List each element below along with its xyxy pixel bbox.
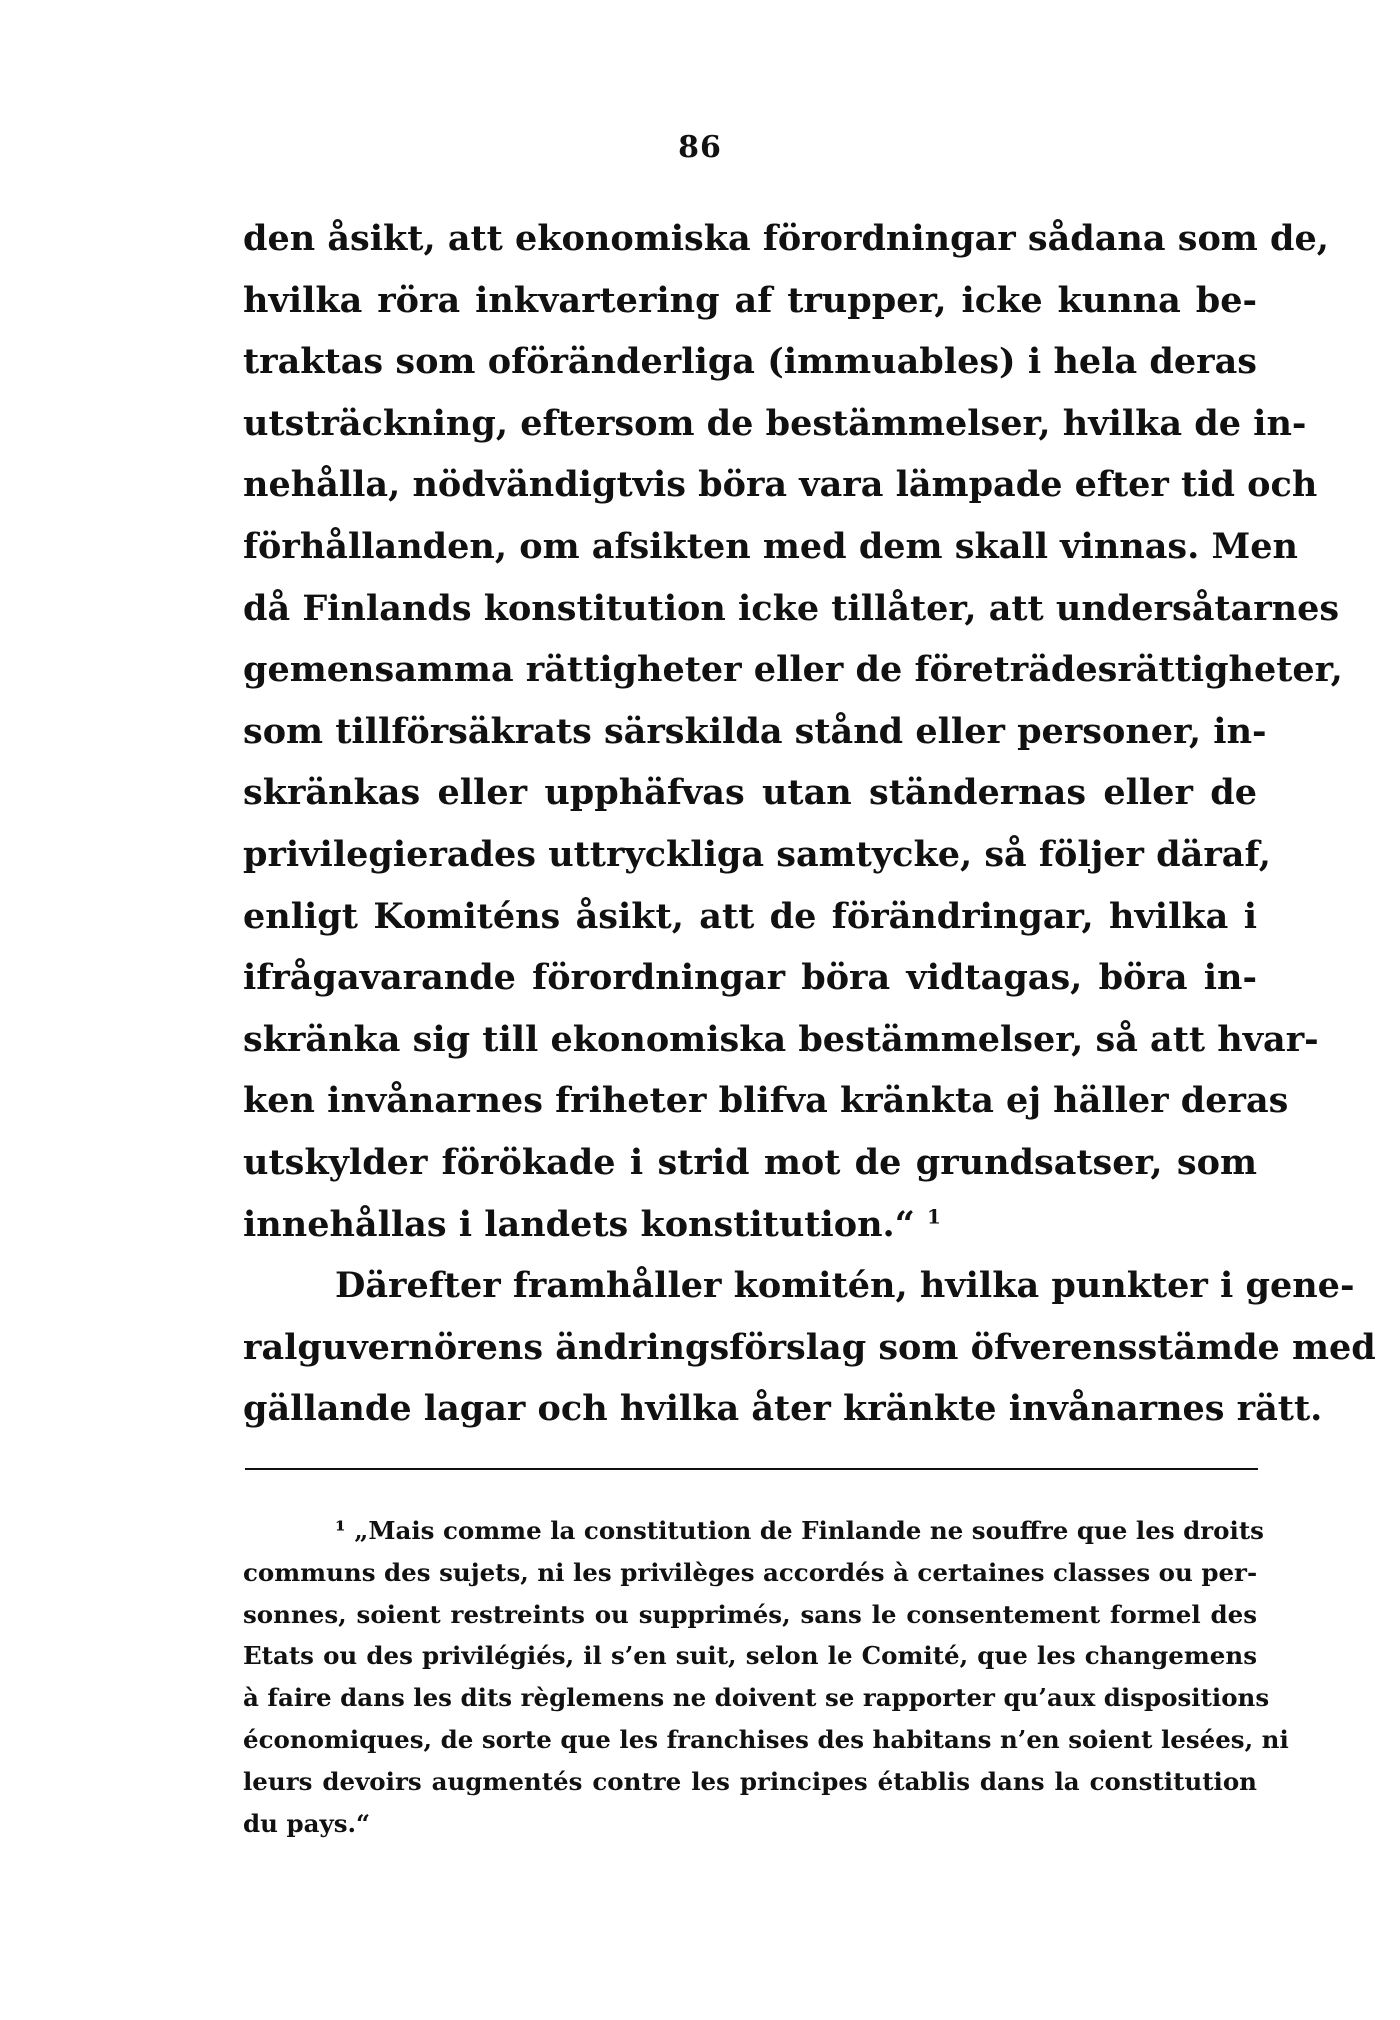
text-line: då Finlands konstitution icke tillåter, att undersåtarnes (243, 587, 1340, 629)
paragraph-2-line: ralguvernörens ändringsförslag som öfverensstämde med (243, 1326, 1376, 1368)
text-line: gemensamma rättigheter eller de företrädesrättigheter, (243, 649, 1343, 691)
main-text (243, 208, 1376, 1440)
paragraph-2-line: gällande lagar och hvilka åter kränkte invånarnes rätt. (243, 1388, 1323, 1430)
footnote-line-content: „Mais comme la constitution de Finlande ne souffre que les droits (354, 1516, 1264, 1545)
text-line: hvilka röra inkvartering af trupper, icke kunna be- (243, 279, 1257, 321)
footnote (243, 1510, 1289, 1844)
text-line: utsträckning, eftersom de bestämmelser, hvilka de in- (243, 402, 1307, 444)
footnote-line (243, 1510, 1264, 1552)
text-line: som tillförsäkrats särskilda stånd eller personer, in- (243, 710, 1267, 752)
footnote-divider (245, 1468, 1258, 1470)
footnote-line: leurs devoirs augmentés contre les principes établis dans la constitution (243, 1766, 1257, 1796)
footnote-line: communs des sujets, ni les privilèges accordés à certaines classes ou per- (243, 1557, 1258, 1587)
text-line-content: innehållas i landets konstitution.“ (243, 1203, 915, 1245)
text-line: enligt Komiténs åsikt, att de förändringar, hvilka i (243, 895, 1257, 937)
paragraph-2-line: Därefter framhåller komitén, hvilka punkter i gene- (335, 1265, 1355, 1307)
footnote-line: économiques, de sorte que les franchises des habitans n’en soient lesées, ni (243, 1724, 1289, 1754)
footnote-reference: 1 (927, 1203, 941, 1228)
text-line: utskylder förökade i strid mot de grundsatser, som (243, 1141, 1257, 1183)
text-line: ken invånarnes friheter blifva kränkta ej häller deras (243, 1080, 1289, 1122)
text-line: skränka sig till ekonomiska bestämmelser, så att hvar- (243, 1018, 1319, 1060)
text-line-with-footnote (243, 1194, 1257, 1256)
page-number: 86 (678, 130, 722, 165)
text-line: den åsikt, att ekonomiska förordningar sådana som de, (243, 218, 1329, 259)
footnote-line: à faire dans les dits règlemens ne doivent se rapporter qu’aux dispositions (243, 1683, 1270, 1713)
text-line: nehålla, nödvändigtvis böra vara lämpade efter tid och (243, 464, 1318, 506)
footnote-line: du pays.“ (243, 1808, 371, 1838)
text-line: ifrågavarande förordningar böra vidtagas, böra in- (243, 957, 1257, 999)
text-line: skränkas eller upphäfvas utan ständernas eller de (243, 772, 1257, 814)
text-line: förhållanden, om afsikten med dem skall vinnas. Men (243, 525, 1298, 567)
footnote-line: Etats ou des privilégiés, il s’en suit, selon le Comité, que les changemens (243, 1641, 1257, 1671)
text-line: privilegierades uttryckliga samtycke, så följer däraf, (243, 833, 1271, 875)
footnote-line: sonnes, soient restreints ou supprimés, sans le consentement formel des (243, 1599, 1257, 1629)
footnote-marker: ¹ (335, 1516, 346, 1545)
text-line: traktas som oföränderliga (immuables) i hela deras (243, 341, 1257, 383)
